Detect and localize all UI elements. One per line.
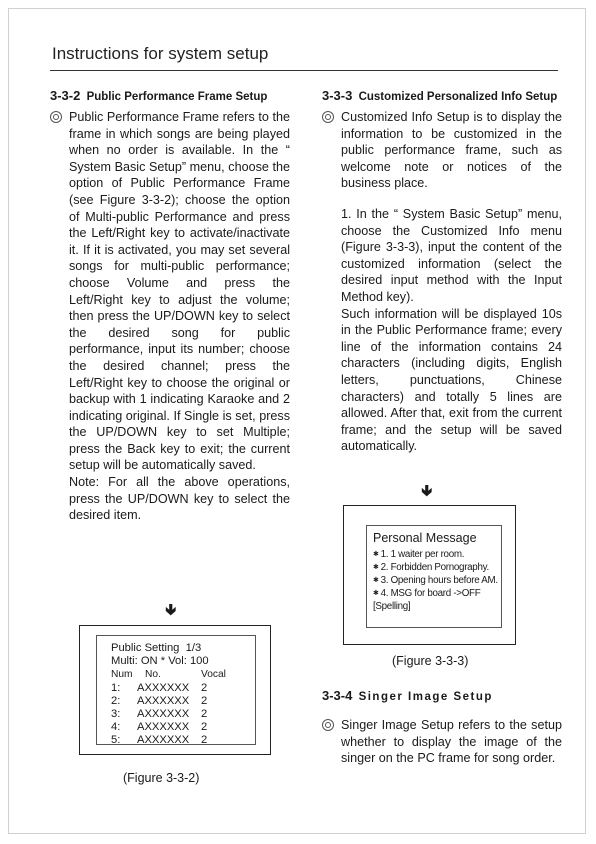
left-column (50, 88, 290, 524)
header-no: No. (145, 669, 161, 681)
list-item (373, 561, 501, 574)
row-num: 5: (111, 734, 121, 747)
list-item-text: 4. MSG for board ->OFF (380, 588, 481, 599)
section-body (50, 109, 290, 474)
note: Note: For all the above operations, press the UP/DOWN key to select the desired item. (69, 475, 290, 523)
row-vocal: 2 (201, 708, 208, 721)
double-circle-icon (322, 111, 334, 123)
double-circle-icon (50, 111, 62, 123)
header-rule (50, 70, 558, 71)
section-number: 3-3-2 (50, 88, 81, 103)
section-body-text: Singer Image Setup refers to the setup whether to display the image of the singer on the PC frame for song order. (341, 718, 562, 766)
personal-message-title: Personal Message (373, 531, 477, 545)
section-title: Singer Image Setup (358, 691, 493, 703)
list-item-text: 2. Forbidden Pornography. (380, 562, 489, 573)
row-vocal: 2 (201, 681, 208, 694)
right-column (322, 88, 562, 455)
page-title: Instructions for system setup (52, 44, 269, 63)
step-1: 1. In the “ System Basic Setup” menu, choose the Customized Info menu (Figure 3-3-3), input the content of the customized information (select the desired input method with the Input Method key). (341, 206, 562, 304)
figure-3-3-3 (343, 505, 516, 645)
spelling-label: [Spelling] (373, 601, 411, 612)
personal-message-screen (366, 525, 502, 628)
setting-line-2: Multi: ON * Vol: 100 (111, 655, 209, 668)
row-song-no: AXXXXXX (137, 721, 190, 734)
asterisk-icon: ✱ (373, 577, 379, 584)
section-intro-text: Customized Info Setup is to display the information to be customized in the public performance frame, such as welcome note or notices of the business place. (341, 110, 562, 191)
down-arrow-icon: 🢃 (165, 602, 177, 619)
section-intro (322, 109, 562, 192)
setting-line-1: Public Setting 1/3 (111, 642, 202, 654)
row-vocal: 2 (201, 694, 208, 707)
row-song-no: AXXXXXX (137, 681, 190, 694)
section-number: 3-3-3 (322, 88, 353, 103)
section-heading-3-3-2 (50, 88, 290, 103)
figure-caption: (Figure 3-3-3) (392, 654, 469, 668)
table-row (111, 734, 255, 747)
asterisk-icon: ✱ (373, 564, 379, 571)
asterisk-icon: ✱ (373, 551, 379, 558)
section-body-text: Public Performance Frame refers to the frame in which songs are being played when no order is available. In the “ System Basic Setup” menu, choose the option of Public Performance Frame (see Figure 3-3-2); choose the option of Multi-public Performance and press the Left/Right key to activate/inactivate it. If it is activated, you may set several songs for multi-public performance; choose Volume and press the Left/Right key to adjust the volume; then press the UP/DOWN key to select the desired song for public performance, input its number; choose the desired channel; press the Left/Right key to choose the original or backup with 1 indicating Karaoke and 2 indicating original. If Single is set, press the UP/DOWN key to set Multiple; press the Back key to exit; the current setup will be automatically saved. (69, 110, 290, 473)
row-vocal: 2 (201, 734, 208, 747)
list-item (373, 574, 501, 587)
section-title: Public Performance Frame Setup (86, 91, 268, 103)
step-2: Such information will be displayed 10s in the Public Performance frame; every line of the information contains 24 characters (including digits, English letters, punctuations, Chinese characters) and totally 5 lines are allowed. After that, exit from the current frame; and the setup will be saved automatically. (341, 306, 562, 454)
table-row (111, 682, 255, 695)
row-vocal: 2 (201, 721, 208, 734)
table-row (111, 708, 255, 721)
list-item (373, 548, 501, 561)
section-title: Customized Personalized Info Setup (358, 91, 558, 103)
table-row (111, 721, 255, 734)
header-num: Num (111, 669, 133, 681)
row-song-no: AXXXXXX (137, 694, 190, 707)
section-body (322, 717, 562, 767)
section-heading-3-3-3 (322, 88, 562, 103)
list-item-text: 1. 1 waiter per room. (380, 549, 465, 560)
double-circle-icon (322, 719, 334, 731)
section-heading-3-3-4 (322, 688, 562, 703)
row-num: 3: (111, 708, 121, 721)
setting-table-header (111, 668, 255, 681)
list-item-text: 3. Opening hours before AM. (380, 575, 498, 586)
row-num: 2: (111, 694, 121, 707)
row-num: 4: (111, 721, 121, 734)
down-arrow-icon: 🢃 (421, 483, 433, 500)
section-number: 3-3-4 (322, 688, 353, 703)
table-row (111, 695, 255, 708)
asterisk-icon: ✱ (373, 590, 379, 597)
list-item (373, 587, 501, 600)
row-song-no: AXXXXXX (137, 708, 190, 721)
row-song-no: AXXXXXX (137, 734, 190, 747)
figure-3-3-2 (79, 625, 271, 755)
section-3-3-4 (322, 688, 562, 767)
row-num: 1: (111, 681, 121, 694)
public-setting-screen (96, 635, 256, 745)
spacer (322, 192, 562, 206)
figure-caption: (Figure 3-3-2) (123, 771, 200, 785)
header-vocal: Vocal (201, 669, 226, 681)
